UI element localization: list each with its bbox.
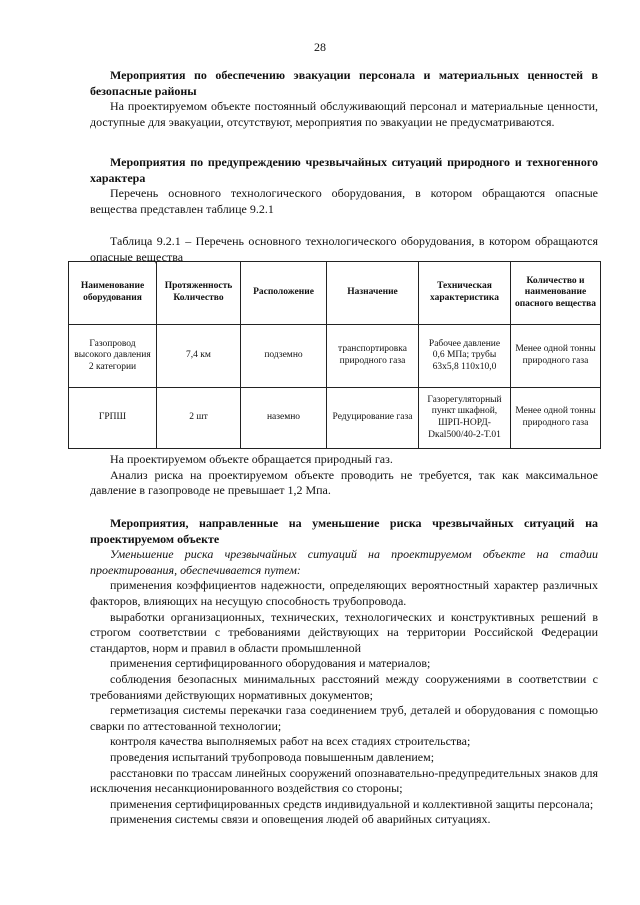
section-heading: Мероприятия, направленные на уменьшение риска чрезвычайных ситуаций на проектируемом объекте [90,516,598,546]
table-header-cell: Назначение [327,262,419,325]
table-cell: 7,4 км [157,325,241,388]
section-heading: Мероприятия по предупреждению чрезвычайных ситуаций природного и техногенного характера [90,155,598,185]
paragraph: На проектируемом объекте постоянный обслуживающий персонал и материальные ценности, доступные для эвакуации, отсутствуют, мероприятия по эвакуации не предусматриваются. [90,99,598,129]
list-item: применения системы связи и оповещения людей об аварийных ситуациях. [110,812,491,827]
table-header-cell: Техническая характеристика [419,262,511,325]
table-header-row [69,262,601,325]
list-item: проведения испытаний трубопровода повышенным давлением; [110,749,435,764]
paragraph: Перечень основного технологического оборудования, в котором обращаются опасные вещества представлен таблице 9.2.1 [90,186,598,216]
equipment-table [68,261,601,449]
list-item: применения сертифицированного оборудования и материалов; [110,656,431,671]
table-cell: транспортировка природного газа [327,325,419,388]
table-row [69,325,601,388]
list-item: расстановки по трассам линейных сооружений опознавательно-предупредительных знаков для исключения несанкционированного воздействия со стороны; [90,765,598,796]
paragraph: На проектируемом объекте обращается природный газ. [110,452,393,466]
table-header-cell: Наименование оборудования [69,262,157,325]
table-row [69,388,601,449]
table-cell: Рабочее давление 0,6 МПа; трубы 63х5,8 110х10,0 [419,325,511,388]
section-heading: Мероприятия по обеспечению эвакуации персонала и материальных ценностей в безопасные районы [90,68,598,98]
paragraph: Анализ риска на проектируемом объекте проводить не требуется, так как максимальное давление в газопроводе не превышает 1,2 Мпа. [90,467,598,498]
section-risk-reduction [90,516,598,828]
table-cell: 2 шт [157,388,241,449]
list-item: соблюдения безопасных минимальных расстояний между сооружениями в соответствии с требованиями действующих нормативных документов; [90,671,598,702]
table-cell: наземно [241,388,327,449]
section-evacuation [90,68,598,130]
list-item: выработки организационных, технических, технологических и конструктивных решений в строгом соответствии с требованиями действующих на территории Российской Федерации стандартов, норм и правил в области промышленной [90,609,598,655]
after-table-text [90,452,598,499]
table-cell: Менее одной тонны природного газа [511,388,601,449]
table-cell: Газопровод высокого давления 2 категории [69,325,157,388]
table-cell: Редуцирование газа [327,388,419,449]
table-cell: подземно [241,325,327,388]
intro-paragraph: Уменьшение риска чрезвычайных ситуаций на проектируемом объекте на стадии проектирования, обеспечивается путем: [90,547,598,577]
table-cell: ГРПШ [69,388,157,449]
section-prevention [90,155,598,217]
list-item: применения сертифицированных средств индивидуальной и коллективной защиты персонала; [110,796,594,811]
table-cell: Газорегуляторный пункт шкафной, ШРП-НОРД-Dкal500/40-2-T.01 [419,388,511,449]
list-item: герметизация системы перекачки газа соединением труб, деталей и оборудования с помощью сварки по аттестованной технологии; [90,703,598,733]
page-number: 28 [314,40,326,54]
table-header-cell: Количество и наименование опасного вещества [511,262,601,325]
table-header-cell: Расположение [241,262,327,325]
table-cell: Менее одной тонны природного газа [511,325,601,388]
list-item: применения коэффициентов надежности, определяющих вероятностный характер различных факторов, влияющих на несущую способность трубопровода. [90,578,598,608]
list-item: контроля качества выполняемых работ на всех стадиях строительства; [110,734,471,749]
table-header-cell: Протяженность Количество [157,262,241,325]
table-caption: Таблица 9.2.1 – Перечень основного технологического оборудования, в котором обращаются опасные вещества [90,234,598,264]
